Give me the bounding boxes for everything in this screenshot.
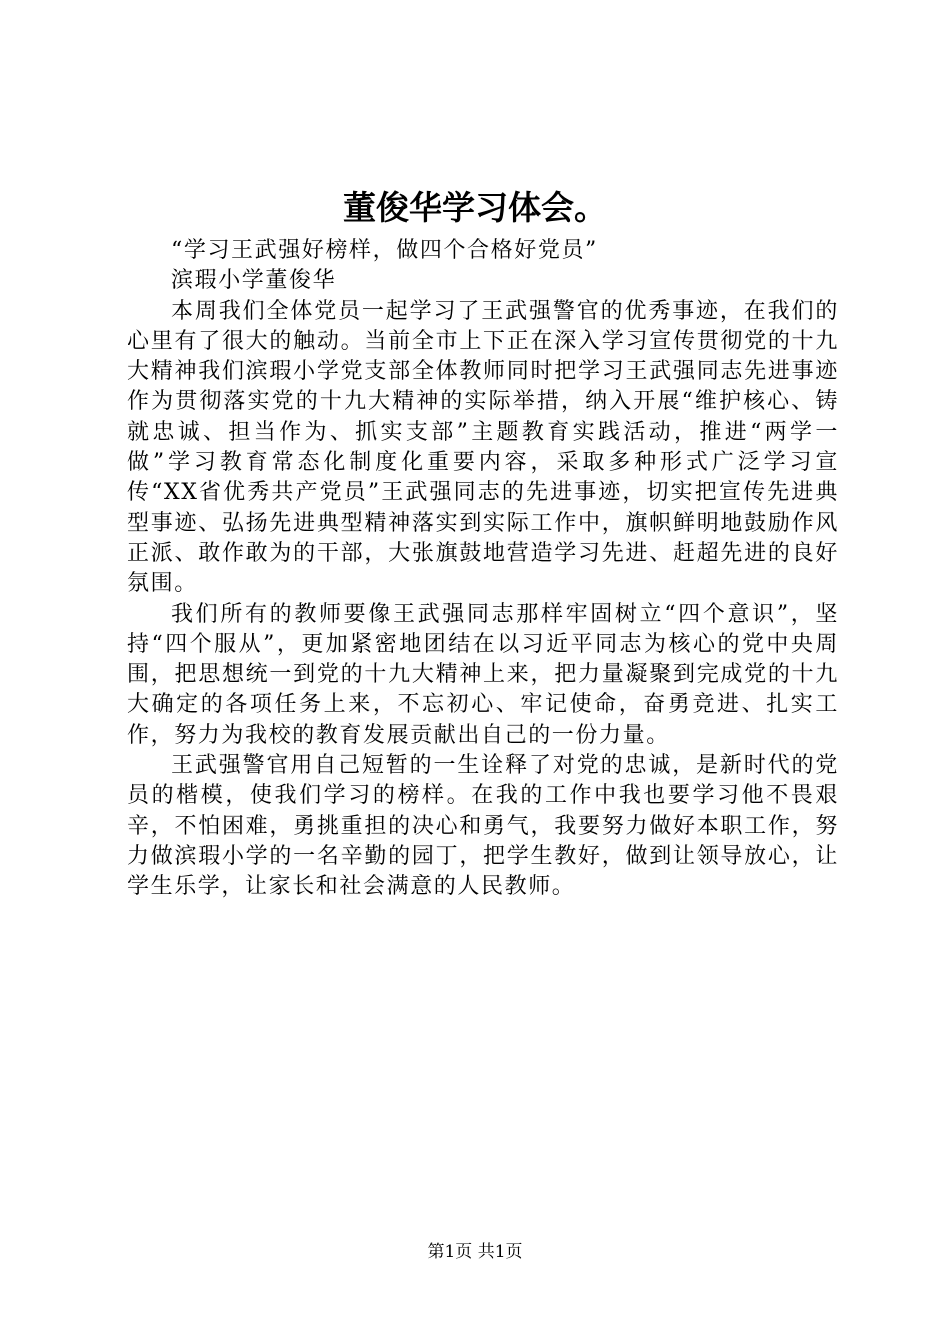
paragraph: 本周我们全体党员一起学习了王武强警官的优秀事迹，在我们的心里有了很大的触动。当前全市上下正在深入学习宣传贯彻党的十九大精神我们滨瑕小学党支部全体教师同时把学习王武强同志先进事迹作为贯彻落实党的十九大精神的实际举措，纳入开展“维护核心、铸就忠诚、担当作为、抓实支部”主题教育实践活动，推进“两学一做”学习教育常态化制度化重要内容，采取多种形式广泛学习宣传“XX省优秀共产党员”王武强同志的先进事迹，切实把宣传先进典型事迹、弘扬先进典型精神落实到实际工作中，旗帜鲜明地鼓励作风正派、敢作敢为的干部，大张旗鼓地营造学习先进、赶超先进的良好氛围。 [127, 298, 839, 597]
page-footer: 第1页 共1页 [427, 1242, 523, 1262]
author-line: 滨瑕小学董俊华 [171, 268, 337, 294]
paragraph: 王武强警官用自己短暂的一生诠释了对党的忠诚，是新时代的党员的楷模，使我们学习的榜样。在我的工作中我也要学习他不畏艰辛，不怕困难，勇挑重担的决心和勇气，我要努力做好本职工作，努力做滨瑕小学的一名辛勤的园丁，把学生教好，做到让领导放心，让学生乐学，让家长和社会满意的人民教师。 [127, 753, 839, 900]
document-subtitle: “学习王武强好榜样，做四个合格好党员” [171, 238, 598, 263]
document-body [127, 236, 839, 903]
document-title: 董俊华学习体会。 [343, 188, 607, 227]
paragraph: 我们所有的教师要像王武强同志那样牢固树立“四个意识”，坚持“四个服从”，更加紧密地团结在以习近平同志为核心的党中央周围，把思想统一到党的十九大精神上来，把力量凝聚到完成党的十九大确定的各项任务上来，不忘初心、牢记使命，奋勇竞进、扎实工作，努力为我校的教育发展贡献出自己的一份力量。 [127, 601, 839, 748]
